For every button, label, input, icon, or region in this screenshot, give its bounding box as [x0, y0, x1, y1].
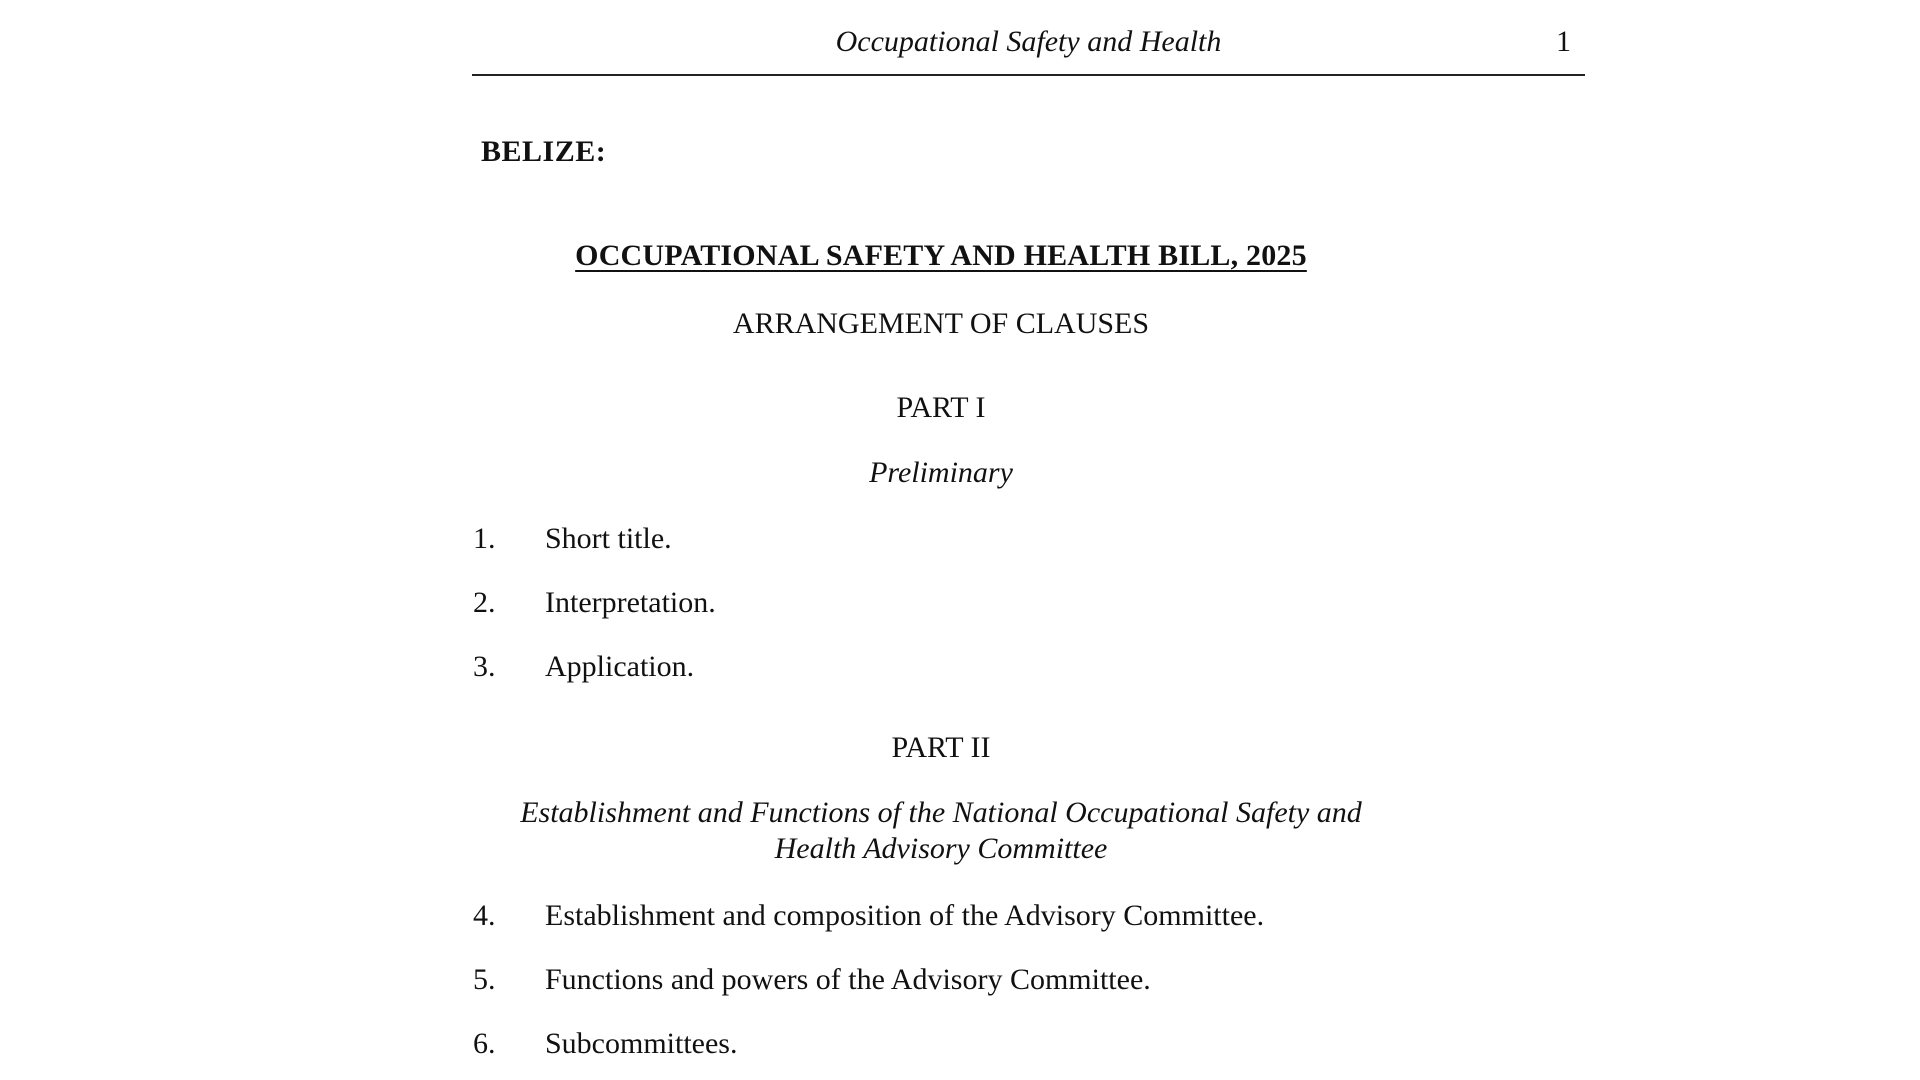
- part-heading-line: Preliminary: [869, 456, 1013, 489]
- clause-number: 4.: [473, 899, 496, 932]
- clause-item: [473, 960, 1473, 1000]
- clause-number: 6.: [473, 1027, 496, 1060]
- clause-title: Establishment and composition of the Advisory Committee.: [545, 899, 1265, 932]
- clause-item: [473, 647, 1473, 687]
- part-heading-line: Health Advisory Committee: [774, 832, 1108, 865]
- arrangement-heading: ARRANGEMENT OF CLAUSES: [732, 307, 1150, 340]
- jurisdiction-label: BELIZE:: [481, 135, 607, 168]
- clause-item: [473, 1024, 1473, 1064]
- part-heading: [472, 795, 1410, 867]
- part-label: PART II: [891, 731, 991, 764]
- running-title: Occupational Safety and Health: [835, 25, 1222, 58]
- part-heading: [472, 455, 1410, 491]
- clause-title: Application.: [545, 650, 695, 683]
- clause-item: [473, 583, 1473, 623]
- clause-title: Subcommittees.: [545, 1027, 738, 1060]
- clause-item: [473, 519, 1473, 559]
- part-label: PART I: [896, 391, 986, 424]
- clause-number: 3.: [473, 650, 496, 683]
- clause-title: Functions and powers of the Advisory Committee.: [545, 963, 1151, 996]
- page-number: 1: [1556, 25, 1571, 58]
- clause-number: 5.: [473, 963, 496, 996]
- clause-number: 1.: [473, 522, 496, 555]
- bill-title: OCCUPATIONAL SAFETY AND HEALTH BILL, 2025: [575, 239, 1307, 272]
- clause-title: Short title.: [545, 522, 672, 555]
- running-header: [472, 22, 1585, 76]
- clause-title: Interpretation.: [545, 586, 716, 619]
- clause-number: 2.: [473, 586, 496, 619]
- part-heading-line: Establishment and Functions of the National Occupational Safety and: [520, 796, 1362, 829]
- clause-item: [473, 896, 1473, 936]
